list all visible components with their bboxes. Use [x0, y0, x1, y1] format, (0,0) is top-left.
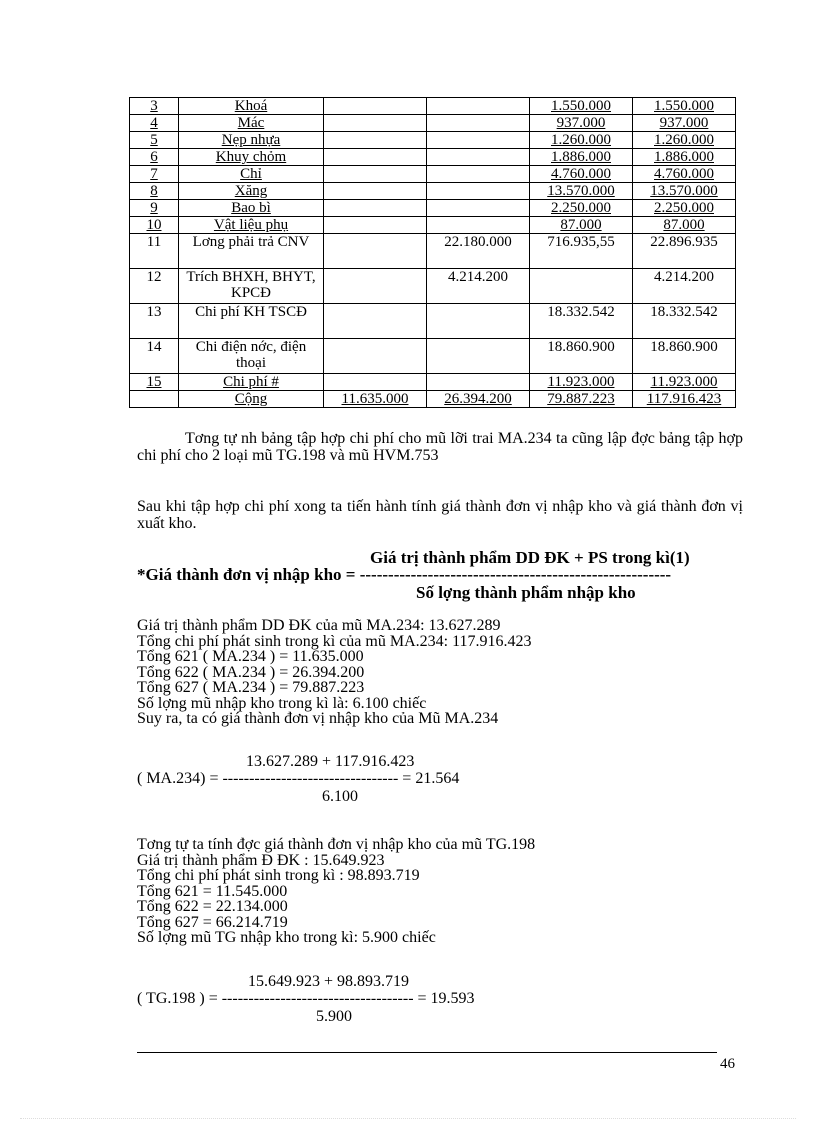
- cell-c4: 2.250.000: [633, 200, 736, 217]
- cell-c3: 937.000: [530, 115, 633, 132]
- cell-c2: [427, 200, 530, 217]
- text-line: Tổng 627 ( MA.234 ) = 79.887.223: [137, 679, 365, 696]
- cell-c3: 1.886.000: [530, 149, 633, 166]
- cell-stt: 7: [130, 166, 179, 183]
- tg-calc-denominator: 5.900: [316, 1008, 352, 1025]
- cell-stt: 13: [130, 304, 179, 339]
- cell-name: Chi phí #: [179, 374, 324, 391]
- cell-c2: [427, 149, 530, 166]
- formula-dashes: -------------------------------------------------------: [359, 565, 672, 584]
- cell-stt: 12: [130, 269, 179, 304]
- cell-name: Nẹp nhựa: [179, 132, 324, 149]
- text-line: Tổng 621 ( MA.234 ) = 11.635.000: [137, 648, 364, 665]
- cell-c1: [324, 304, 427, 339]
- cell-stt: 11: [130, 234, 179, 269]
- text-line: Tổng 621 = 11.545.000: [137, 882, 288, 900]
- tg-calc-row: ( TG.198 ) = ------------------------------------ = 19.593: [137, 990, 475, 1007]
- table-row: [130, 149, 736, 166]
- cell-c4: 1.550.000: [633, 98, 736, 115]
- table-row: [130, 166, 736, 183]
- cell-c3: 18.332.542: [530, 304, 633, 339]
- cell-c1: [324, 149, 427, 166]
- text-line: Tổng chi phí phát sinh trong kì : 98.893.719: [137, 867, 420, 884]
- cell-name: Xăng: [179, 183, 324, 200]
- table-row: [130, 269, 736, 304]
- cell-c4: 4.214.200: [633, 269, 736, 304]
- cell-name: Chi phí KH TSCĐ: [179, 304, 324, 339]
- cell-name: Chỉ: [179, 166, 324, 183]
- cell-c3: 4.760.000: [530, 166, 633, 183]
- cell-c4: 11.923.000: [633, 374, 736, 391]
- cell-c2: [427, 217, 530, 234]
- table-row: [130, 200, 736, 217]
- cell-stt: 5: [130, 132, 179, 149]
- table-row: [130, 183, 736, 200]
- cell-c2: [427, 374, 530, 391]
- text-line: Tổng 622 ( MA.234 ) = 26.394.200: [137, 663, 365, 681]
- table-row: [130, 132, 736, 149]
- cell-c3: 11.923.000: [530, 374, 633, 391]
- ma-calc-denominator: 6.100: [322, 788, 358, 805]
- text-line: Số lợng mũ nhập kho trong kì là: 6.100 chiếc: [137, 694, 427, 712]
- cell-c1: [324, 374, 427, 391]
- text-line: Giá trị thành phẩm DD ĐK của mũ MA.234: 13.627.289: [137, 617, 501, 634]
- cell-c1: [324, 166, 427, 183]
- cell-stt: 15: [130, 374, 179, 391]
- tg-calc-numerator: 15.649.923 + 98.893.719: [248, 973, 410, 990]
- cell-c4: 18.332.542: [633, 304, 736, 339]
- page-edge: [20, 1118, 796, 1119]
- cell-name: Khoá: [179, 98, 324, 115]
- cell-c3: [530, 269, 633, 304]
- cell-stt: 8: [130, 183, 179, 200]
- cell-c2: [427, 304, 530, 339]
- cell-c3: 13.570.000: [530, 183, 633, 200]
- cell-c2: [427, 166, 530, 183]
- cell-c4: 4.760.000: [633, 166, 736, 183]
- cell-c1: [324, 183, 427, 200]
- table-row: [130, 98, 736, 115]
- cell-c4: 1.886.000: [633, 149, 736, 166]
- cell-c3: 1.260.000: [530, 132, 633, 149]
- cell-c1: [324, 200, 427, 217]
- text-line: Tơng tự ta tính đợc giá thành đơn vị nhập kho của mũ TG.198: [137, 836, 536, 853]
- cell-stt: 14: [130, 339, 179, 374]
- cell-stt: 4: [130, 115, 179, 132]
- table-row: [130, 304, 736, 339]
- text-line: Suy ra, ta có giá thành đơn vị nhập kho của Mũ MA.234: [137, 710, 499, 727]
- table-row: [130, 234, 736, 269]
- cell-stt: 3: [130, 98, 179, 115]
- cell-c3: 2.250.000: [530, 200, 633, 217]
- table-row: [130, 115, 736, 132]
- cell-c2: [427, 98, 530, 115]
- table-row: [130, 391, 736, 408]
- cell-c4: 87.000: [633, 217, 736, 234]
- cell-stt: [130, 391, 179, 408]
- cell-c4: 937.000: [633, 115, 736, 132]
- paragraph-calc-intro: Sau khi tập hợp chi phí xong ta tiến hành tính giá thành đơn vị nhập kho và giá thành đơn vị xuất kho.: [137, 498, 743, 532]
- cell-c4: 22.896.935: [633, 234, 736, 269]
- cell-c1: 11.635.000: [324, 391, 427, 408]
- paragraph-similar-tables: Tơng tự nh bảng tập hợp chi phí cho mũ lỡi trai MA.234 ta cũng lập đợc bảng tập hợp chi phí cho 2 loại mũ TG.198 và mũ HVM.753: [137, 430, 743, 464]
- formula-numerator: Giá trị thành phẩm DD ĐK + PS trong kì(1): [370, 548, 690, 567]
- formula-left: *Giá thành đơn vị nhập kho =: [137, 565, 360, 584]
- cell-c2: [427, 183, 530, 200]
- text-line: Tổng 627 = 66.214.719: [137, 913, 288, 931]
- cell-name: Trích BHXH, BHYT, KPCĐ: [179, 269, 324, 304]
- cell-stt: 9: [130, 200, 179, 217]
- text-line: Số lợng mũ TG nhập kho trong kì: 5.900 chiếc: [137, 929, 436, 946]
- cell-c1: [324, 234, 427, 269]
- cell-name: Chi điện nớc, điện thoại: [179, 339, 324, 374]
- cell-c3: 87.000: [530, 217, 633, 234]
- text-line: Tổng 622 = 22.134.000: [137, 898, 288, 915]
- footer-rule: [137, 1052, 717, 1053]
- table-row: [130, 217, 736, 234]
- table-row: [130, 339, 736, 374]
- formula-denominator: Số lợng thành phẩm nhập kho: [416, 583, 636, 602]
- ma-calc-numerator: 13.627.289 + 117.916.423: [246, 753, 415, 770]
- cell-c2: 4.214.200: [427, 269, 530, 304]
- cell-c3: 18.860.900: [530, 339, 633, 374]
- cell-c1: [324, 98, 427, 115]
- cell-name: Mác: [179, 115, 324, 132]
- cost-table: [129, 97, 736, 408]
- cell-c3: 79.887.223: [530, 391, 633, 408]
- cell-name: Lơng phải trả CNV: [179, 234, 324, 269]
- cell-c2: [427, 115, 530, 132]
- cell-c1: [324, 115, 427, 132]
- cell-c3: 716.935,55: [530, 234, 633, 269]
- cell-c1: [324, 132, 427, 149]
- cell-name: Vật liệu phụ: [179, 217, 324, 234]
- cell-name: Cộng: [179, 391, 324, 408]
- cell-c1: [324, 217, 427, 234]
- cell-name: Bao bì: [179, 200, 324, 217]
- text-line: Tổng chi phí phát sinh trong kì của mũ MA.234: 117.916.423: [137, 632, 532, 650]
- text-line: Giá trị thành phẩm Đ ĐK : 15.649.923: [137, 851, 385, 869]
- cell-c4: 117.916.423: [633, 391, 736, 408]
- formula-label: [137, 566, 671, 583]
- cell-c4: 13.570.000: [633, 183, 736, 200]
- cell-c3: 1.550.000: [530, 98, 633, 115]
- cell-c2: [427, 339, 530, 374]
- cell-c1: [324, 339, 427, 374]
- cell-c2: 22.180.000: [427, 234, 530, 269]
- cell-c2: 26.394.200: [427, 391, 530, 408]
- cell-c4: 18.860.900: [633, 339, 736, 374]
- cell-name: Khuy chỏm: [179, 149, 324, 166]
- cell-c1: [324, 269, 427, 304]
- cell-stt: 10: [130, 217, 179, 234]
- cell-stt: 6: [130, 149, 179, 166]
- table-row: [130, 374, 736, 391]
- ma-calc-row: ( MA.234) = --------------------------------- = 21.564: [137, 770, 460, 787]
- page-number: 46: [720, 1056, 735, 1072]
- cell-c2: [427, 132, 530, 149]
- cell-c4: 1.260.000: [633, 132, 736, 149]
